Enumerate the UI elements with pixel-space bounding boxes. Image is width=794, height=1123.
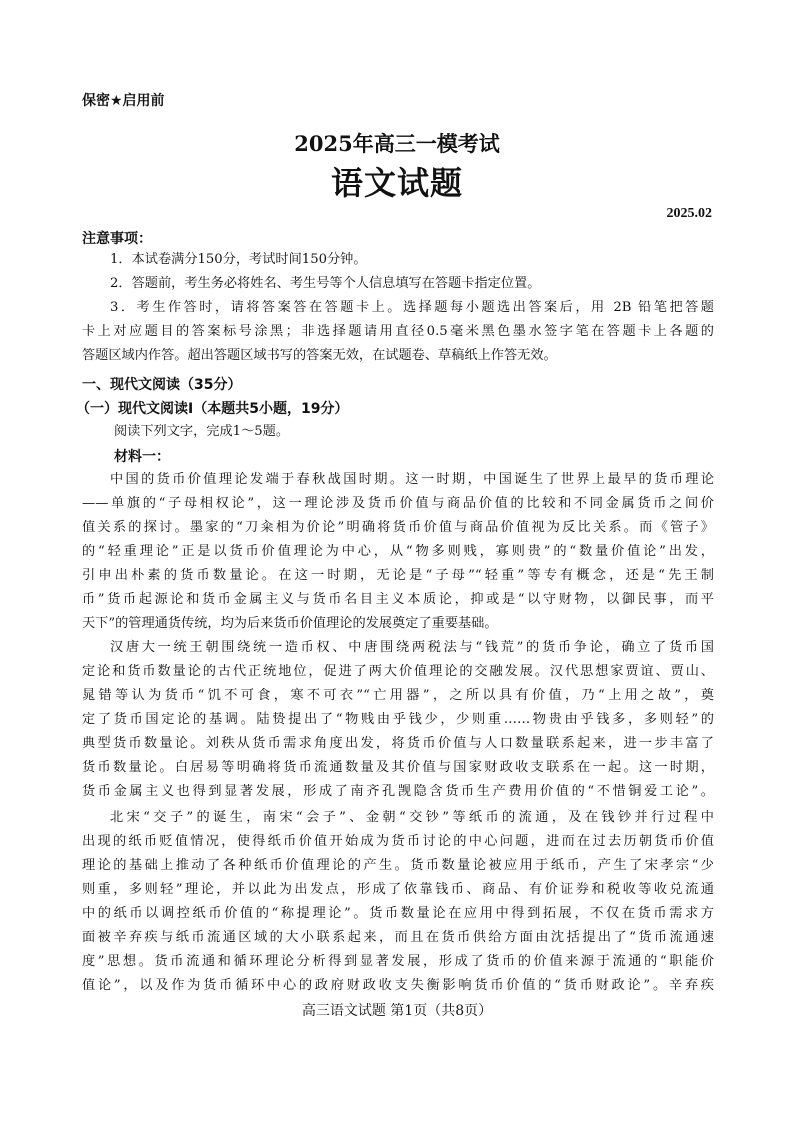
passage-line: 度”思想。货币流通和循环理论分析得到显著发展，形成了货币的价值来源于流通的“职能价	[82, 954, 714, 969]
passage-line: 典型货币数量论。刘秩从货币需求角度出发，将货币价值与人口数量联系起来，进一步丰富了	[82, 736, 714, 751]
passage-line: 晁错等认为货币“饥不可食，寒不可衣”“亡用器”，之所以具有价值，乃“上用之故”，奠	[82, 688, 714, 703]
passage-line: 面被辛弃疾与纸币流通区域的大小联系起来，而且在货币供给方面由沈括提出了“货币流通速	[82, 930, 714, 945]
passage-line: 中的纸币以调控纸币价值的“称提理论”。货币数量论在应用中得到拓展，不仅在货币需求方	[82, 906, 714, 921]
passage-line: 理论的基础上推动了各种纸币价值理论的产生。货币数量论被应用于纸币，产生了宋孝宗“少	[82, 858, 714, 873]
passage-line: 货币金属主义也得到显著发展，形成了南齐孔觊隐含货币生产费用价值的“不惜铜爱工论”。	[82, 784, 714, 799]
passage-line: 则重，多则轻”理论，并以此为出发点，形成了依靠钱币、商品、有价证券和税收等收兑流通	[82, 882, 714, 897]
passage-line: 值关系的探讨。墨家的“刀籴相为价论”明确将货币价值与商品价值视为反比关系。而《管子》	[82, 520, 714, 535]
subject-title: 语文试题	[330, 164, 463, 202]
page-footer: 高三语文试题 第1页（共8页）	[301, 1003, 493, 1019]
subsection-heading: （一）现代文阅读Ⅰ（本题共5小题，19分）	[76, 401, 349, 417]
passage-line: 定论和货币数量论的古代正统地位，促进了两大价值理论的交融发展。汉代思想家贾谊、贾山、	[82, 664, 714, 679]
passage-line: 定了货币国定论的基调。陆贽提出了“物贱由乎钱少，少则重……物贵由乎钱多，多则轻”的	[82, 712, 714, 727]
reading-instruction: 阅读下列文字，完成1～5题。	[114, 424, 290, 439]
section-heading: 一、现代文阅读（35分）	[82, 377, 242, 393]
passage-line: 天下”的管理通货传统，均为后来货币价值理论的发展奠定了重要基础。	[82, 616, 498, 631]
exam-date: 2025.02	[666, 206, 712, 221]
notice-item: 3．考生作答时，请将答案答在答题卡上。选择题每小题选出答案后，用 2B 铅笔把答题	[110, 300, 714, 315]
passage-line: 出现的纸币贬值情况，使得纸币价值开始成为货币讨论的中心问题，进而在过去历朝货币价值	[82, 834, 714, 849]
passage-line: 北宋“交子”的诞生，南宋“会子”、金朝“交钞”等纸币的流通，及在钱钞并行过程中	[110, 810, 714, 825]
passage-line: 引申出朴素的货币数量论。在这一时期，无论是“子母”“轻重”等专有概念，还是“先王制	[82, 568, 714, 583]
passage-line: 币”货币起源论和货币金属主义与货币名目主义本质论，抑或是“以守财物，以御民事，而平	[82, 592, 714, 607]
passage-line: ——单旗的“子母相权论”，这一理论涉及货币价值与商品价值的比较和不同金属货币之间价	[82, 496, 714, 511]
passage-line: 汉唐大一统王朝围绕统一造币权、中唐围绕两税法与“钱荒”的货币争论，确立了货币国	[110, 640, 714, 655]
passage-line: 货币数量论。白居易等明确将货币流通数量及其价值与国家财政收支联系在一起。这一时期，	[82, 760, 714, 775]
material-label: 材料一：	[114, 449, 170, 465]
passage-line: 中国的货币价值理论发端于春秋战国时期。这一时期，中国诞生了世界上最早的货币理论	[110, 472, 714, 487]
notice-item-continued: 卡上对应题目的答案标号涂黑；非选择题请用直径0.5毫米黑色墨水签字笔在答题卡上各题的	[82, 324, 714, 339]
notice-item-continued: 答题区域内作答。超出答题区域书写的答案无效，在试题卷、草稿纸上作答无效。	[82, 348, 557, 363]
notice-item: 1．本试卷满分150分，考试时间150分钟。	[110, 252, 367, 267]
notice-heading: 注意事项：	[82, 231, 152, 247]
exam-title: 2025年高三一模考试	[294, 131, 500, 156]
confidential-label: 保密★启用前	[82, 93, 165, 109]
passage-line: 的“轻重理论”正是以货币价值理论为中心，从“物多则贱，寡则贵”的“数量价值论”出发，	[82, 544, 714, 559]
passage-line: 值论”，以及作为货币循环中心的政府财政收支失衡影响货币价值的“货币财政论”。辛弃疾	[82, 978, 714, 993]
notice-item: 2．答题前，考生务必将姓名、考生号等个人信息填写在答题卡指定位置。	[110, 276, 541, 291]
